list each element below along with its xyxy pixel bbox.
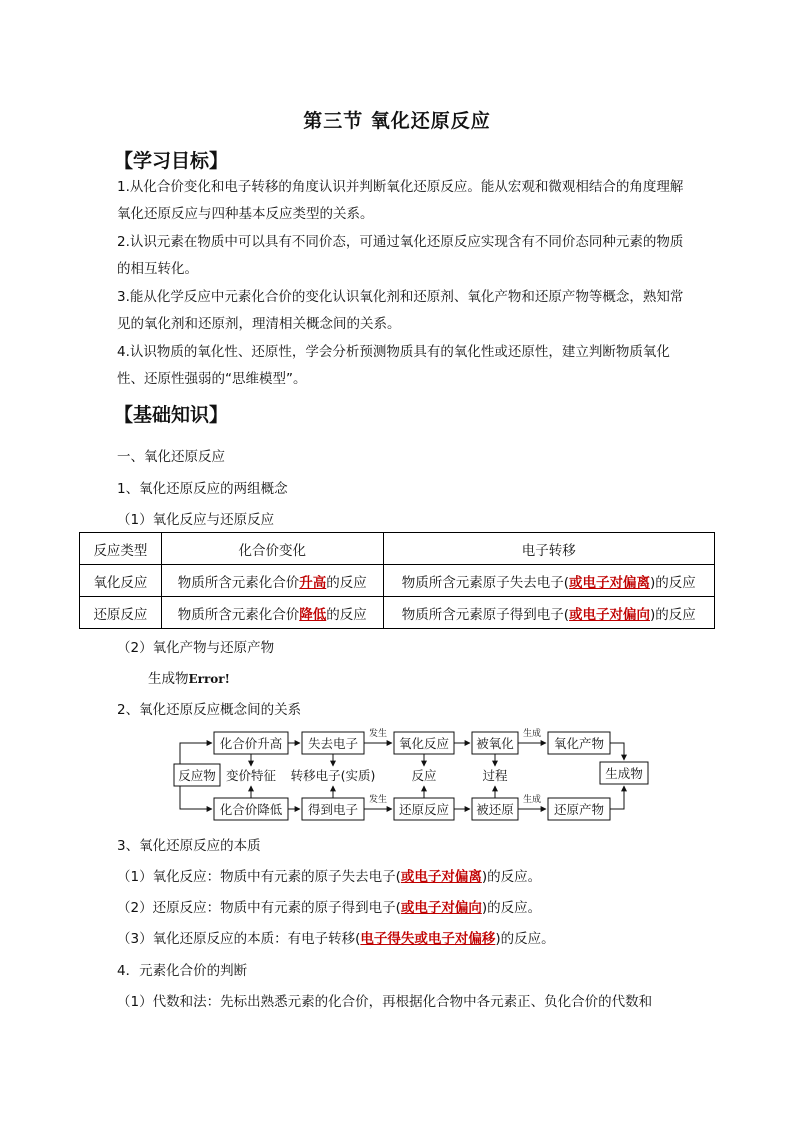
diagram-label: 还原产物	[553, 802, 605, 817]
cell-text: 的反应	[326, 606, 367, 623]
line-text: （1）氧化反应：物质中有元素的原子失去电子(	[117, 869, 401, 885]
cell-text: 物质所含元素原子失去电子(	[401, 574, 570, 591]
line-text: （3）氧化还原反应的本质：有电子转移(	[117, 931, 361, 947]
line-text: )的反应。	[481, 900, 542, 916]
subsection-1-3: 3、氧化还原反应的本质	[117, 838, 261, 854]
diagram-label: 氧化反应	[398, 736, 450, 751]
answer-blank: 或电子对偏向	[400, 900, 482, 916]
section-1-title: 一、氧化还原反应	[117, 449, 225, 465]
answer-blank: 升高	[299, 574, 327, 591]
diagram-label: 化合价降低	[219, 802, 283, 817]
cell-text: 的反应	[326, 574, 367, 591]
error-text: Error!	[188, 672, 230, 686]
goal-item-1: 1.从化合价变化和电子转移的角度认识并判断氧化还原反应。能从宏观和微观相结合的角度理解氧化还原反应与四种基本反应类型的关系。	[117, 179, 684, 222]
cell-text: )的反应	[650, 606, 696, 623]
table-cell-type: 氧化反应	[80, 565, 162, 597]
goal-item-3: 3.能从化学反应中元素化合价的变化认识氧化剂和还原剂、氧化产物和还原产物等概念，熟知常见的氧化剂和还原剂，理清相关概念间的关系。	[117, 289, 684, 332]
subsection-1-1: 1、氧化还原反应的两组概念	[117, 481, 288, 497]
answer-blank: 或电子对偏离	[400, 869, 482, 885]
essence-line-2	[117, 896, 541, 916]
arrow-label: 发生	[368, 795, 388, 805]
arrow-reactant-down	[180, 786, 212, 809]
oxidation-reduction-table	[79, 532, 715, 629]
diagram-label: 化合价升高	[219, 736, 283, 751]
product-formula-line	[148, 667, 230, 687]
table-row	[80, 597, 715, 629]
subsection-1-2: 2、氧化还原反应概念间的关系	[117, 702, 302, 718]
concept-relationship-diagram	[170, 722, 660, 826]
learning-goals-heading: 【学习目标】	[114, 150, 229, 172]
line-text: （2）还原反应：物质中有元素的原子得到电子(	[117, 900, 401, 916]
diagram-label: 被氧化	[476, 736, 514, 751]
diagram-label: 氧化产物	[553, 736, 605, 751]
table-header-row	[80, 533, 715, 565]
arrow-oxproduct-to-product	[610, 743, 624, 760]
essence-line-1	[117, 865, 541, 885]
line-text: )的反应。	[481, 869, 542, 885]
answer-blank: 降低	[299, 606, 327, 623]
arrow-redproduct-to-product	[610, 786, 624, 809]
diagram-label: 生成物	[605, 766, 643, 781]
cell-text: )的反应	[650, 574, 696, 591]
diagram-label: 失去电子	[307, 736, 359, 751]
subsection-1-1-2: （2）氧化产物与还原产物	[117, 640, 275, 656]
goal-item-4: 4.认识物质的氧化性、还原性，学会分析预测物质具有的氧化性或还原性，建立判断物质氧化性、还原性强弱的“思维模型”。	[117, 344, 670, 387]
diagram-label: 还原反应	[398, 802, 450, 817]
table-header: 反应类型	[80, 533, 162, 565]
table-cell-electron	[383, 597, 714, 629]
table-cell-valence	[161, 597, 383, 629]
cell-text: 物质所含元素化合价	[177, 606, 300, 623]
arrow-label: 发生	[368, 729, 388, 739]
line-text: )的反应。	[495, 931, 555, 947]
arrow-label: 生成	[522, 795, 542, 805]
table-cell-electron	[383, 565, 714, 597]
subsection-1-4-1: （1）代数和法：先标出熟悉元素的化合价，再根据化合物中各元素正、负化合价的代数和	[117, 994, 653, 1010]
table-cell-valence	[161, 565, 383, 597]
diagram-label: 反应物	[178, 768, 216, 783]
diagram-middle-label: 过程	[482, 768, 508, 783]
cell-text: 物质所含元素化合价	[177, 574, 300, 591]
subsection-1-1-1: （1）氧化反应与还原反应	[117, 512, 275, 528]
product-prefix: 生成物	[148, 671, 189, 687]
table-header: 化合价变化	[161, 533, 383, 565]
arrow-reactant-up	[180, 743, 212, 764]
answer-blank: 电子得失或电子对偏移	[360, 931, 496, 947]
answer-blank: 或电子对偏向	[569, 606, 651, 623]
diagram-label: 得到电子	[307, 802, 359, 817]
diagram-middle-label: 反应	[411, 768, 437, 783]
diagram-label: 被还原	[476, 802, 514, 817]
diagram-middle-label: 变价特征	[225, 768, 277, 783]
arrow-label: 生成	[522, 729, 542, 739]
diagram-middle-label: 转移电子(实质)	[290, 768, 376, 783]
goal-item-2: 2.认识元素在物质中可以具有不同价态，可通过氧化还原反应实现含有不同价态同种元素的物质的相互转化。	[117, 234, 684, 277]
table-row	[80, 565, 715, 597]
cell-text: 物质所含元素原子得到电子(	[401, 606, 570, 623]
page-title: 第三节 氧化还原反应	[303, 110, 491, 132]
essence-line-3	[117, 927, 555, 947]
answer-blank: 或电子对偏离	[569, 574, 651, 591]
table-cell-type: 还原反应	[80, 597, 162, 629]
subsection-1-4: 4．元素化合价的判断	[117, 963, 248, 979]
table-header: 电子转移	[383, 533, 714, 565]
basic-knowledge-heading: 【基础知识】	[114, 404, 229, 426]
